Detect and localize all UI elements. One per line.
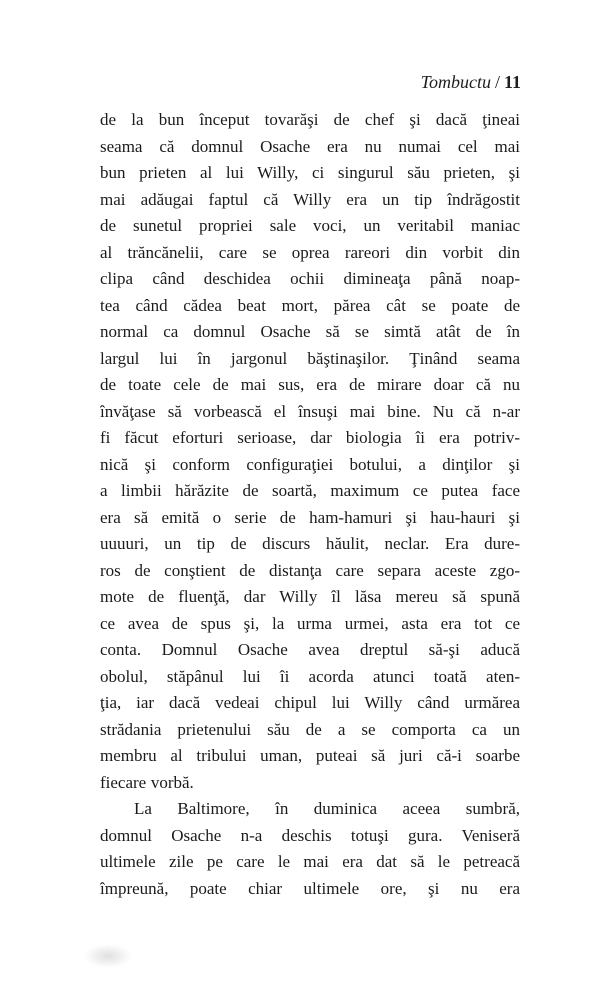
text-line: nică şi conform configuraţiei botului, a dinţilor şi <box>100 454 520 474</box>
running-head-separator: / <box>494 72 500 92</box>
text-line: obolul, stăpânul lui îi acorda atunci toată aten- <box>100 666 520 686</box>
paragraph <box>100 796 520 902</box>
page-number: 11 <box>503 72 521 92</box>
text-line: de sunetul propriei sale voci, un veritabil maniac <box>100 216 520 235</box>
page-header <box>421 71 521 93</box>
text-line: uuuuri, un tip de discurs hăulit, neclar. Era dure- <box>100 534 520 553</box>
scan-smudge-artifact <box>84 944 132 968</box>
text-line: tea când cădea beat mort, părea cât se poate de <box>100 295 520 315</box>
text-line: fiecare vorbă. <box>100 772 194 792</box>
text-line: de la bun început tovarăşi de chef şi dacă ţineai <box>100 110 520 129</box>
text-line: de toate cele de mai sus, era de mirare doar că nu <box>100 375 520 394</box>
text-line: conta. Domnul Osache avea dreptul să-şi aducă <box>100 640 520 659</box>
text-line: strădania prietenului său de a se comporta ca un <box>100 719 520 739</box>
text-line: mote de fluenţă, dar Willy îl lăsa mereu să spună <box>100 587 520 606</box>
text-line: La Baltimore, în duminica aceea sumbră, <box>134 799 520 818</box>
text-line: învăţase să vorbească el însuşi mai bine. Nu că n-ar <box>100 401 520 421</box>
text-line: domnul Osache n-a deschis totuşi gura. Veniseră <box>100 825 520 845</box>
text-line: ţia, iar dacă vedeai chipul lui Willy când urmărea <box>100 693 520 712</box>
text-line: ros de conştient de distanţa care separa aceste zgo- <box>100 560 520 580</box>
text-line: largul lui în jargonul băştinaşilor. Ţinând seama <box>100 348 520 368</box>
text-line: seama că domnul Osache era nu numai cel mai <box>100 136 520 156</box>
text-line: ultimele zile pe care le mai era dat să le petreacă <box>100 852 520 871</box>
text-line: al trăncănelii, care se oprea rareori din vorbit din <box>100 242 520 262</box>
text-line: fi făcut eforturi serioase, dar biologia îi era potriv- <box>100 428 520 447</box>
running-head-book-title: Tombuctu <box>420 72 491 92</box>
text-line: a limbii hărăzite de soartă, maximum ce putea face <box>100 481 520 500</box>
text-line: membru al tribului uman, puteai să juri că-i soarbe <box>100 746 520 765</box>
text-line: normal ca domnul Osache să se simtă atât de în <box>100 322 520 341</box>
text-line: era să emită o serie de ham-hamuri şi hau-hauri şi <box>100 507 520 527</box>
paragraph <box>100 107 520 796</box>
body-text <box>100 107 520 902</box>
text-line: ce avea de spus şi, la urma urmei, asta era tot ce <box>100 613 520 633</box>
text-line: împreună, poate chiar ultimele ore, şi nu era <box>100 878 520 898</box>
text-line: bun prieten al lui Willy, ci singurul său prieten, şi <box>100 163 520 182</box>
text-line: clipa când deschidea ochii dimineaţa până noap- <box>100 269 520 288</box>
text-line: mai adăugai faptul că Willy era un tip îndrăgostit <box>100 189 520 209</box>
